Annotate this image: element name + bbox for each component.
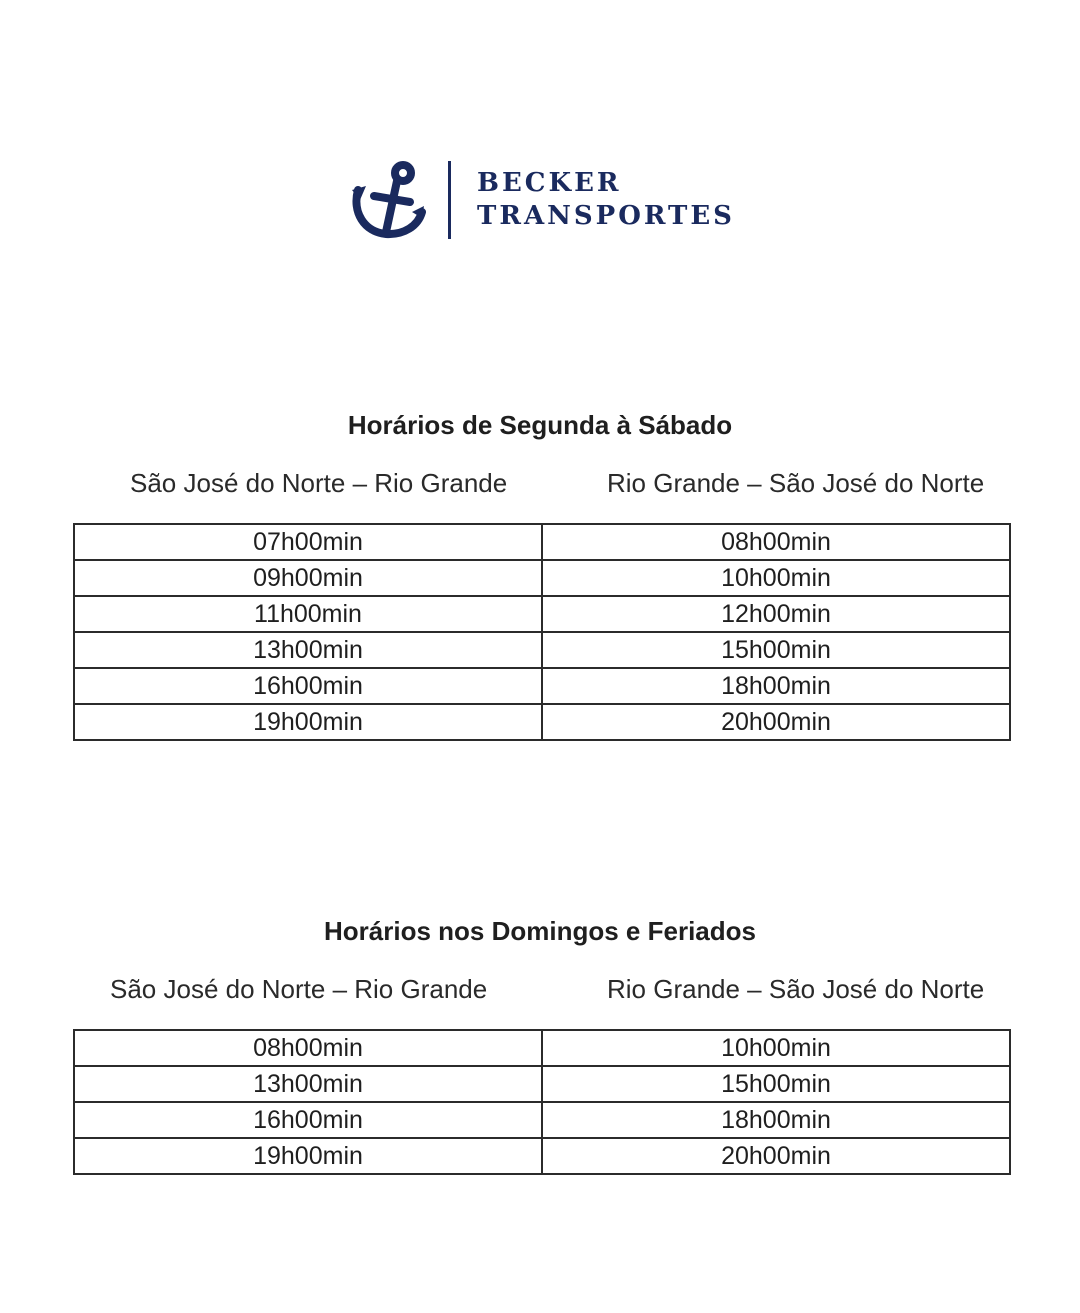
anchor-icon xyxy=(350,160,426,240)
weekday-schedule-table xyxy=(73,523,1011,741)
logo-divider xyxy=(448,161,451,239)
table-row xyxy=(74,704,1010,740)
departure-time-cell: 16h00min xyxy=(74,668,542,704)
return-time-cell: 10h00min xyxy=(542,560,1010,596)
departure-time-cell: 08h00min xyxy=(74,1030,542,1066)
return-time-cell: 12h00min xyxy=(542,596,1010,632)
table-row xyxy=(74,1102,1010,1138)
table-row xyxy=(74,632,1010,668)
return-time-cell: 18h00min xyxy=(542,1102,1010,1138)
return-time-cell: 20h00min xyxy=(542,704,1010,740)
weekday-header-left: São José do Norte – Rio Grande xyxy=(130,468,508,498)
return-time-cell: 18h00min xyxy=(542,668,1010,704)
table-row xyxy=(74,596,1010,632)
return-time-cell: 15h00min xyxy=(542,1066,1010,1102)
departure-time-cell: 13h00min xyxy=(74,1066,542,1102)
logo-line-2: TRANSPORTES xyxy=(477,201,735,231)
departure-time-cell: 19h00min xyxy=(74,1138,542,1174)
table-row xyxy=(74,668,1010,704)
departure-time-cell: 16h00min xyxy=(74,1102,542,1138)
return-time-cell: 15h00min xyxy=(542,632,1010,668)
table-row xyxy=(74,1138,1010,1174)
table-row xyxy=(74,1066,1010,1102)
departure-time-cell: 07h00min xyxy=(74,524,542,560)
sunday-header-right: Rio Grande – São José do Norte xyxy=(607,974,985,1004)
logo-wordmark xyxy=(477,167,735,233)
departure-time-cell: 11h00min xyxy=(74,596,542,632)
return-time-cell: 08h00min xyxy=(542,524,1010,560)
return-time-cell: 10h00min xyxy=(542,1030,1010,1066)
departure-time-cell: 19h00min xyxy=(74,704,542,740)
departure-time-cell: 13h00min xyxy=(74,632,542,668)
sunday-title: Horários nos Domingos e Feriados xyxy=(324,916,756,946)
logo-line-1: BECKER xyxy=(477,168,622,198)
table-row xyxy=(74,524,1010,560)
weekday-header-right: Rio Grande – São José do Norte xyxy=(607,468,985,498)
sunday-schedule-table xyxy=(73,1029,1011,1175)
table-row xyxy=(74,560,1010,596)
sunday-header-left: São José do Norte – Rio Grande xyxy=(110,974,488,1004)
company-logo xyxy=(350,158,735,242)
departure-time-cell: 09h00min xyxy=(74,560,542,596)
return-time-cell: 20h00min xyxy=(542,1138,1010,1174)
table-row xyxy=(74,1030,1010,1066)
weekday-title: Horários de Segunda à Sábado xyxy=(347,410,733,440)
